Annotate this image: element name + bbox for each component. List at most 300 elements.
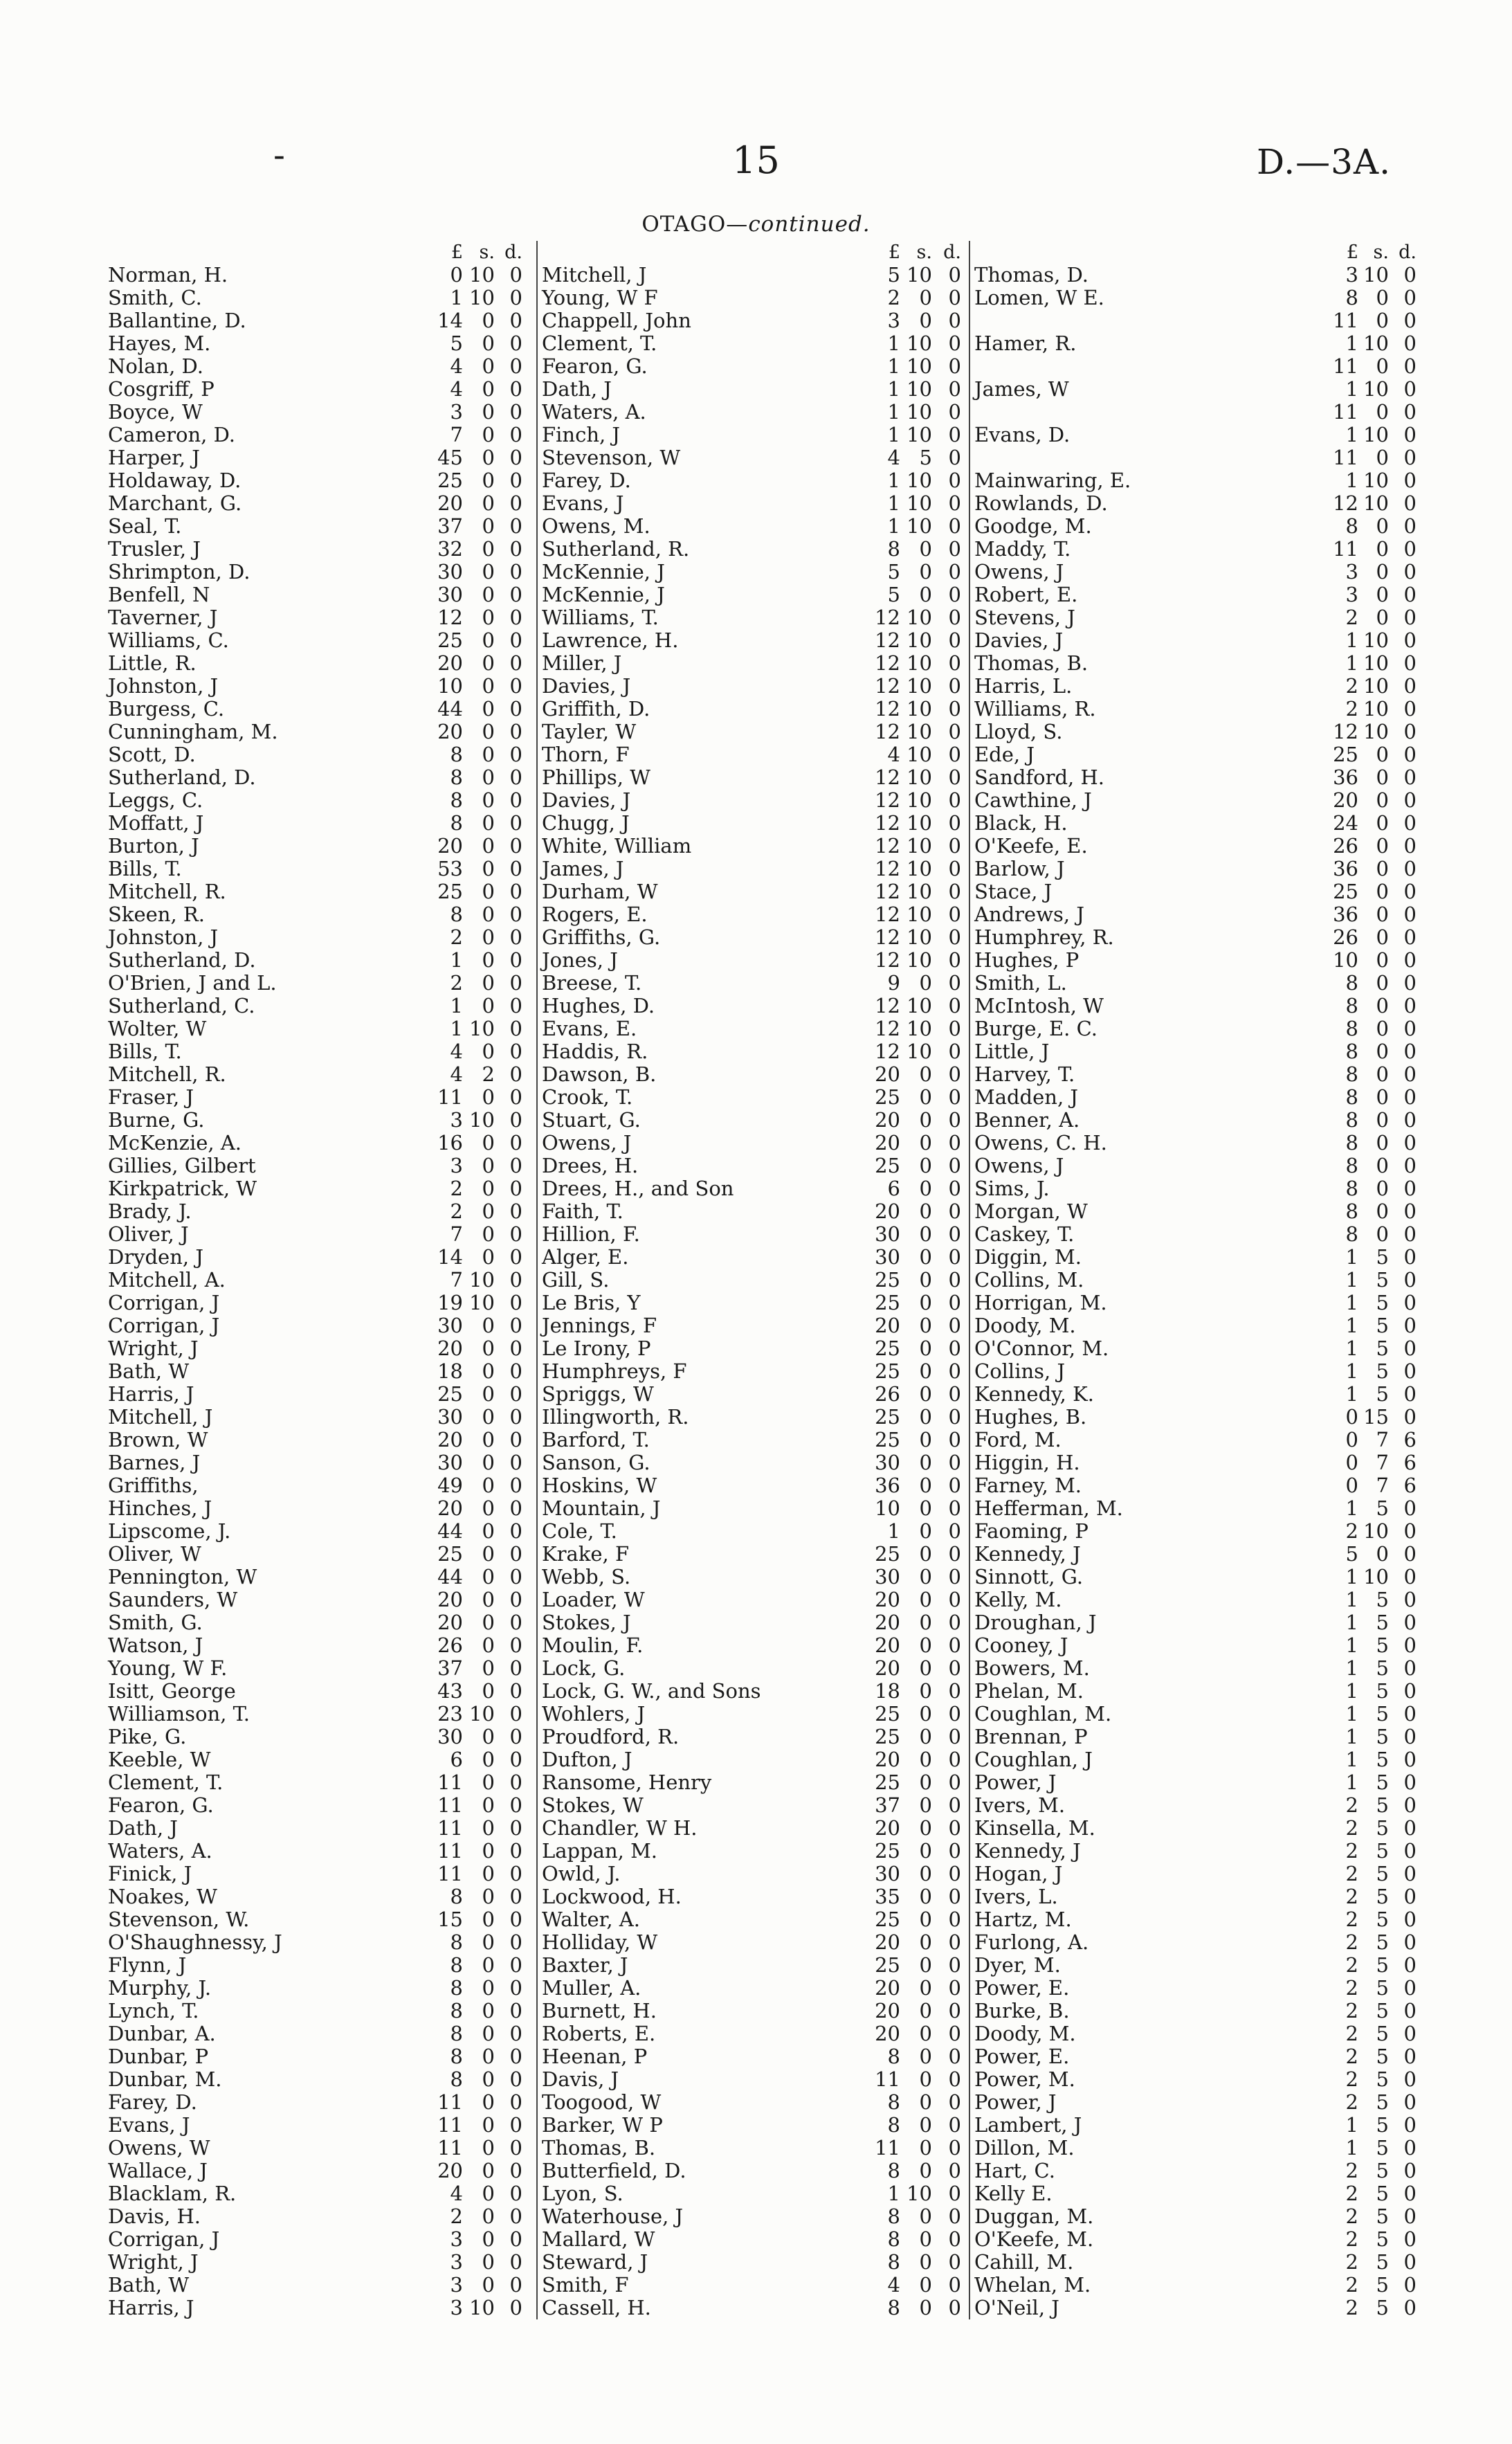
- shillings-value: 0: [482, 537, 495, 561]
- shillings-value: 5: [1376, 1679, 1389, 1703]
- ledger-row: [104, 561, 522, 583]
- pence-value: 0: [948, 606, 961, 629]
- shillings-value: 0: [1376, 514, 1389, 538]
- pounds-header: £: [888, 242, 900, 263]
- pounds-value: 35: [875, 1885, 900, 1908]
- pounds-value: 36: [1333, 766, 1358, 789]
- pence-value: 0: [948, 1314, 961, 1337]
- pounds-value: 1: [450, 994, 463, 1017]
- pounds-value: 4: [450, 2182, 463, 2205]
- pence-value: 0: [509, 1496, 522, 1520]
- pence-value: 0: [948, 697, 961, 721]
- ledger-row: [538, 1931, 961, 1954]
- entry-name: Burton, J: [108, 834, 199, 858]
- pence-value: 0: [948, 1017, 961, 1040]
- ledger-row: [970, 1977, 1417, 2000]
- entry-name: Clement, T.: [108, 1771, 224, 1794]
- ledger-row: [970, 1406, 1417, 1429]
- entry-name: Watson, J: [108, 1633, 203, 1657]
- ledger-row: [970, 538, 1417, 561]
- ledger-row: [104, 1726, 522, 1748]
- shillings-value: 0: [919, 1839, 932, 1863]
- pounds-value: 12: [875, 1040, 900, 1063]
- pounds-value: 8: [450, 811, 463, 835]
- pence-value: 0: [1403, 1839, 1417, 1863]
- pounds-value: 12: [875, 811, 900, 835]
- shillings-value: 0: [482, 1496, 495, 1520]
- pence-value: 0: [1403, 1222, 1417, 1246]
- shillings-value: 0: [482, 1131, 495, 1155]
- pounds-value: 18: [437, 1359, 463, 1383]
- ledger-row: [538, 1908, 961, 1931]
- ledger-row: [104, 1931, 522, 1954]
- pounds-value: 30: [437, 1451, 463, 1474]
- entry-name: Boyce, W: [108, 400, 203, 424]
- ledger-row: [104, 903, 522, 926]
- ledger-row: [538, 1771, 961, 1794]
- pounds-value: 49: [437, 1474, 463, 1497]
- pounds-value: 20: [875, 1633, 900, 1657]
- pence-value: 0: [1403, 903, 1417, 926]
- pence-value: 0: [948, 1245, 961, 1269]
- ledger-row: [104, 424, 522, 446]
- pounds-value: 3: [887, 309, 900, 332]
- ledger-row: [104, 1497, 522, 1520]
- ledger-row: [104, 789, 522, 812]
- pence-value: 0: [948, 1131, 961, 1155]
- pounds-value: 3: [450, 1154, 463, 1177]
- pence-value: 0: [509, 1976, 522, 2000]
- ledger-row: [970, 858, 1417, 880]
- section-title: [0, 212, 1512, 237]
- shillings-value: 5: [1376, 1976, 1389, 2000]
- shillings-value: 0: [482, 994, 495, 1017]
- pence-value: 0: [948, 857, 961, 880]
- shillings-value: 5: [1376, 1862, 1389, 1885]
- ledger-row: [104, 652, 522, 675]
- ledger-row: [970, 2091, 1417, 2114]
- shillings-value: 0: [482, 1245, 495, 1269]
- shillings-value: 10: [469, 1268, 495, 1292]
- entry-name: Barker, W P: [542, 2113, 663, 2137]
- entry-name: Griffiths, G.: [542, 925, 661, 949]
- shillings-value: 0: [482, 1314, 495, 1337]
- pence-value: 0: [948, 583, 961, 606]
- pounds-value: 8: [887, 2045, 900, 2068]
- entry-name: Corrigan, J: [108, 1314, 220, 1337]
- pence-value: 6: [1403, 1451, 1417, 1474]
- shillings-value: 0: [919, 2045, 932, 2068]
- ledger-row: [538, 1794, 961, 1817]
- ledger-row: [970, 743, 1417, 766]
- pence-value: 0: [509, 1291, 522, 1314]
- pence-value: 0: [948, 514, 961, 538]
- pence-value: 0: [1403, 1930, 1417, 1954]
- shillings-value: 5: [1376, 2159, 1389, 2182]
- pence-value: 0: [509, 1337, 522, 1360]
- shillings-value: 0: [919, 1268, 932, 1292]
- pence-value: 0: [1403, 1154, 1417, 1177]
- pounds-value: 25: [875, 1337, 900, 1360]
- pence-value: 0: [1403, 2136, 1417, 2160]
- pence-value: 0: [948, 948, 961, 972]
- ledger-row: [970, 880, 1417, 903]
- entry-name: Webb, S.: [542, 1565, 631, 1588]
- shillings-value: 5: [1376, 1771, 1389, 1794]
- pounds-value: 8: [450, 2067, 463, 2091]
- pence-value: 0: [509, 1268, 522, 1292]
- pence-value: 0: [948, 1885, 961, 1908]
- shillings-value: 10: [1363, 1519, 1389, 1543]
- entry-name: Tayler, W: [542, 720, 637, 743]
- shillings-value: 0: [482, 2045, 495, 2068]
- entry-name: Farey, D.: [108, 2090, 197, 2114]
- pounds-value: 20: [875, 1656, 900, 1680]
- ledger-row: [104, 1703, 522, 1726]
- entry-name: Power, M.: [974, 2067, 1075, 2091]
- ledger-row: [104, 1040, 522, 1063]
- pence-value: 0: [948, 377, 961, 401]
- pence-value: 0: [509, 1999, 522, 2022]
- shillings-value: 10: [907, 651, 932, 675]
- entry-name: Loader, W: [542, 1588, 645, 1611]
- pence-value: 0: [509, 1040, 522, 1063]
- entry-name: Coughlan, M.: [974, 1702, 1112, 1726]
- shillings-value: 0: [482, 834, 495, 858]
- entry-name: Lomen, W E.: [974, 286, 1104, 309]
- pence-value: 0: [509, 788, 522, 812]
- pounds-value: 25: [437, 628, 463, 652]
- pounds-value: 1: [1345, 1565, 1358, 1588]
- shillings-value: 0: [919, 1519, 932, 1543]
- ledger-row: [970, 698, 1417, 721]
- pence-value: 0: [1403, 286, 1417, 309]
- entry-name: Heenan, P: [542, 2045, 648, 2068]
- ledger-row: [538, 2114, 961, 2137]
- ledger-row: [104, 1474, 522, 1497]
- pounds-value: 20: [875, 1816, 900, 1840]
- ledger-row: [970, 1588, 1417, 1611]
- pence-value: 0: [948, 1451, 961, 1474]
- shillings-value: 0: [1376, 1222, 1389, 1246]
- shillings-value: 5: [919, 446, 932, 469]
- entry-name: Wohlers, J: [542, 1702, 646, 1726]
- entry-name: Burne, G.: [108, 1108, 205, 1132]
- entry-name: Muller, A.: [542, 1976, 641, 2000]
- entry-name: Humphreys, F: [542, 1359, 687, 1383]
- pounds-value: 7: [450, 423, 463, 446]
- pence-value: 0: [1403, 1542, 1417, 1566]
- pence-value: 0: [948, 2296, 961, 2319]
- ledger-row: [970, 1155, 1417, 1177]
- shillings-value: 5: [1376, 2250, 1389, 2274]
- pounds-value: 20: [437, 1428, 463, 1451]
- entry-name: O'Keefe, M.: [974, 2227, 1094, 2251]
- pounds-value: 8: [887, 2113, 900, 2137]
- entry-name: Stevenson, W.: [108, 1908, 250, 1931]
- pounds-value: 25: [1333, 743, 1358, 766]
- pounds-value: 2: [1345, 1908, 1358, 1931]
- pounds-value: 2: [1345, 2182, 1358, 2205]
- shillings-value: 0: [482, 1656, 495, 1680]
- pounds-value: 20: [437, 720, 463, 743]
- entry-name: Cassell, H.: [542, 2296, 651, 2319]
- entry-name: Kennedy, J: [974, 1839, 1081, 1863]
- pounds-value: 25: [875, 1268, 900, 1292]
- pence-value: 0: [948, 720, 961, 743]
- ledger-row: [970, 2068, 1417, 2091]
- pounds-value: 3: [1345, 263, 1358, 287]
- entry-name: Miller, J: [542, 651, 622, 675]
- pence-value: 0: [509, 1314, 522, 1337]
- pence-value: 0: [1403, 1656, 1417, 1680]
- pounds-value: 8: [450, 2045, 463, 2068]
- shillings-value: 0: [482, 811, 495, 835]
- entry-name: Waterhouse, J: [542, 2205, 684, 2228]
- shillings-value: 0: [482, 1999, 495, 2022]
- shillings-value: 0: [1376, 994, 1389, 1017]
- pence-value: 0: [948, 2136, 961, 2160]
- shillings-value: 0: [482, 1725, 495, 1748]
- ledger-row: [538, 766, 961, 789]
- pounds-value: 1: [1345, 2113, 1358, 2137]
- pounds-value: 45: [437, 446, 463, 469]
- ledger-row: [104, 835, 522, 858]
- ledger-row: [970, 629, 1417, 652]
- entry-name: Cosgriff, P: [108, 377, 215, 401]
- pounds-value: 8: [1345, 1154, 1358, 1177]
- pounds-value: 4: [450, 1062, 463, 1086]
- pence-value: 0: [509, 1839, 522, 1863]
- pounds-value: 25: [875, 1725, 900, 1748]
- ledger-row: [970, 812, 1417, 835]
- ledger-row: [970, 1474, 1417, 1497]
- entry-name: Clement, T.: [542, 332, 657, 355]
- pence-value: 0: [948, 1200, 961, 1223]
- entry-name: Stevenson, W: [542, 446, 681, 469]
- shillings-value: 0: [482, 1177, 495, 1200]
- pounds-value: 2: [450, 2205, 463, 2228]
- pence-value: 0: [509, 1633, 522, 1657]
- ledger-row: [538, 1451, 961, 1474]
- shillings-value: 5: [1376, 1930, 1389, 1954]
- entry-name: Owens, J: [974, 1154, 1064, 1177]
- pence-value: 0: [1403, 1017, 1417, 1040]
- pounds-value: 2: [1345, 2250, 1358, 2274]
- pence-value: 0: [1403, 697, 1417, 721]
- ledger-row: [104, 1954, 522, 1977]
- ledger-row: [538, 1109, 961, 1132]
- entry-name: Faith, T.: [542, 1200, 623, 1223]
- pence-value: 0: [1403, 2022, 1417, 2045]
- shillings-value: 0: [1376, 560, 1389, 583]
- shillings-value: 0: [482, 788, 495, 812]
- pence-value: 0: [948, 2205, 961, 2228]
- pounds-value: 12: [875, 788, 900, 812]
- pence-value: 0: [948, 1633, 961, 1657]
- pounds-value: 4: [887, 2273, 900, 2297]
- pounds-value: 3: [450, 2250, 463, 2274]
- shillings-value: 10: [907, 857, 932, 880]
- shillings-value: 0: [919, 1085, 932, 1109]
- entry-name: Saunders, W: [108, 1588, 238, 1611]
- pence-value: 0: [1403, 446, 1417, 469]
- pence-value: 0: [509, 1953, 522, 1977]
- pence-value: 0: [1403, 1999, 1417, 2022]
- pence-value: 0: [509, 1862, 522, 1885]
- shillings-value: 0: [1376, 1108, 1389, 1132]
- ledger-row: [970, 1543, 1417, 1566]
- entry-name: Davies, J: [542, 788, 631, 812]
- shillings-value: 5: [1376, 1245, 1389, 1269]
- entry-name: Trusler, J: [108, 537, 201, 561]
- pence-value: 0: [948, 880, 961, 903]
- entry-name: O'Keefe, E.: [974, 834, 1088, 858]
- ledger-row: [970, 1794, 1417, 1817]
- shillings-value: 10: [907, 400, 932, 424]
- shillings-value: 10: [907, 1040, 932, 1063]
- ledger-row: [104, 1543, 522, 1566]
- pounds-value: 3: [450, 2296, 463, 2319]
- shillings-value: 0: [482, 1222, 495, 1246]
- shillings-value: 10: [1363, 697, 1389, 721]
- shillings-value: 0: [919, 1542, 932, 1566]
- pence-value: 0: [509, 1017, 522, 1040]
- ledger-row: [538, 469, 961, 492]
- shillings-value: 0: [919, 537, 932, 561]
- shillings-value: 0: [482, 1040, 495, 1063]
- ledger-row: [970, 949, 1417, 972]
- entry-name: Roberts, E.: [542, 2022, 656, 2045]
- entry-name: Davies, J: [974, 628, 1064, 652]
- shillings-value: 0: [1376, 446, 1389, 469]
- pounds-value: 1: [887, 354, 900, 378]
- ledger-row: [104, 1200, 522, 1223]
- entry-name: Little, R.: [108, 651, 197, 675]
- shillings-value: 0: [482, 1816, 495, 1840]
- pence-value: 0: [1403, 1702, 1417, 1726]
- shillings-value: 5: [1376, 1793, 1389, 1817]
- pounds-value: 8: [1345, 971, 1358, 995]
- shillings-value: 5: [1376, 2205, 1389, 2228]
- ledger-row: [538, 1726, 961, 1748]
- ledger-row: [970, 1177, 1417, 1200]
- pence-value: 0: [509, 880, 522, 903]
- entry-name: Phelan, M.: [974, 1679, 1084, 1703]
- pounds-value: 37: [437, 514, 463, 538]
- pounds-value: 5: [1345, 1542, 1358, 1566]
- ledger-row: [970, 789, 1417, 812]
- pence-value: 0: [1403, 1976, 1417, 2000]
- pence-value: 0: [1403, 1565, 1417, 1588]
- pence-value: 0: [509, 697, 522, 721]
- pence-value: 0: [509, 1793, 522, 1817]
- pence-value: 0: [1403, 560, 1417, 583]
- shillings-value: 5: [1376, 1885, 1389, 1908]
- pence-value: 0: [1403, 720, 1417, 743]
- ledger-row: [538, 1383, 961, 1406]
- pounds-value: 4: [887, 446, 900, 469]
- entry-name: McKenzie, A.: [108, 1131, 242, 1155]
- ledger-row: [104, 515, 522, 538]
- entry-name: Drees, H., and Son: [542, 1177, 734, 1200]
- shillings-value: 5: [1376, 1908, 1389, 1931]
- ledger-row: [104, 538, 522, 561]
- shillings-value: 0: [1376, 925, 1389, 949]
- pence-value: 0: [509, 1154, 522, 1177]
- pounds-value: 3: [1345, 560, 1358, 583]
- pounds-value: 3: [450, 1108, 463, 1132]
- entry-name: Madden, J: [974, 1085, 1079, 1109]
- entry-name: Le Irony, P: [542, 1337, 651, 1360]
- pence-value: 0: [509, 948, 522, 972]
- pounds-value: 8: [1345, 1062, 1358, 1086]
- shillings-value: 0: [482, 1428, 495, 1451]
- entry-name: Farey, D.: [542, 469, 631, 492]
- pounds-value: 12: [875, 994, 900, 1017]
- shillings-value: 5: [1376, 2296, 1389, 2319]
- pence-value: 0: [948, 446, 961, 469]
- pounds-value: 2: [1345, 2067, 1358, 2091]
- pence-value: 0: [948, 971, 961, 995]
- pence-value: 0: [948, 1748, 961, 1771]
- ledger-row: [970, 1200, 1417, 1223]
- entry-name: Krake, F: [542, 1542, 630, 1566]
- pounds-value: 3: [450, 400, 463, 424]
- pounds-value: 30: [437, 583, 463, 606]
- shillings-value: 0: [919, 2090, 932, 2114]
- ledger-row: [104, 446, 522, 469]
- entry-name: Isitt, George: [108, 1679, 236, 1703]
- entry-name: Owens, J: [974, 560, 1064, 583]
- shillings-value: 0: [1376, 857, 1389, 880]
- pence-value: 0: [509, 1885, 522, 1908]
- ledger-row: [970, 1748, 1417, 1771]
- pence-value: 0: [509, 1771, 522, 1794]
- pounds-value: 20: [437, 834, 463, 858]
- shillings-value: 0: [482, 1588, 495, 1611]
- entry-name: Collins, J: [974, 1359, 1066, 1383]
- shillings-value: 0: [482, 1565, 495, 1588]
- ledger-row: [104, 698, 522, 721]
- pence-value: 0: [948, 1930, 961, 1954]
- pence-value: 0: [509, 1565, 522, 1588]
- shillings-value: 10: [907, 423, 932, 446]
- ledger-row: [970, 2205, 1417, 2228]
- entry-name: Cole, T.: [542, 1519, 617, 1543]
- pounds-value: 11: [1333, 446, 1358, 469]
- shillings-value: 0: [482, 880, 495, 903]
- pence-value: 0: [948, 1519, 961, 1543]
- pence-header: d.: [943, 242, 961, 263]
- pence-value: 0: [509, 1177, 522, 1200]
- ledger-row: [970, 1908, 1417, 1931]
- shillings-value: 0: [482, 1679, 495, 1703]
- ledger-row: [538, 2228, 961, 2251]
- pounds-value: 12: [1333, 720, 1358, 743]
- pence-value: 0: [1403, 1337, 1417, 1360]
- pence-value: 0: [948, 1154, 961, 1177]
- shillings-value: 0: [919, 1131, 932, 1155]
- entry-name: Hughes, D.: [542, 994, 655, 1017]
- shillings-value: 0: [919, 309, 932, 332]
- ledger-row: [538, 858, 961, 880]
- shillings-value: 0: [919, 1656, 932, 1680]
- pence-value: 0: [1403, 537, 1417, 561]
- shillings-value: 5: [1376, 2182, 1389, 2205]
- entry-name: Williamson, T.: [108, 1702, 250, 1726]
- pounds-value: 20: [875, 1930, 900, 1954]
